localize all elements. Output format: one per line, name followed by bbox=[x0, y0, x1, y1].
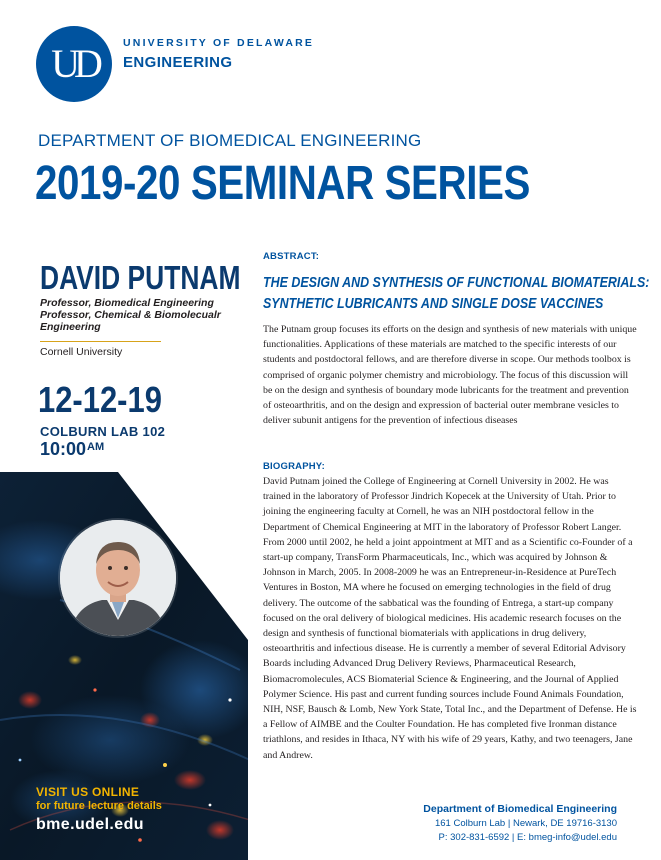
biography-label: BIOGRAPHY: bbox=[263, 461, 325, 472]
ud-logo bbox=[36, 26, 112, 102]
speaker-title-1: Professor, Biomedical Engineering bbox=[40, 297, 214, 309]
visit-heading: VISIT US ONLINE bbox=[36, 785, 140, 799]
contact-phone-email[interactable]: P: 302-831-6592 | E: bmeg-info@udel.edu bbox=[438, 832, 617, 843]
contact-address: 161 Colburn Lab | Newark, DE 19716-3130 bbox=[434, 818, 617, 829]
speaker-name: DAVID PUTNAM bbox=[40, 259, 241, 296]
department-heading: DEPARTMENT OF BIOMEDICAL ENGINEERING bbox=[38, 131, 422, 150]
speaker-institution: Cornell University bbox=[40, 346, 123, 358]
event-time bbox=[40, 439, 104, 460]
abstract-text: The Putnam group focuses its efforts on the design and synthesis of new materials with unique functionalities. Applications of these materials are matched to the specific interests of our students and postdoctoral fellows, and are therefore diverse in scope. Our methods toolbox is comprised of organic polymer chemistry and microbiology. The focus of this discussion will be on the design and synthesis of boundary mode lubricants for the treatment and prevention of osteoarthritis, and on the design and expression of bacterial outer membrane vesicles to deliver subunit antigens for the prevention of infectious diseases bbox=[263, 324, 637, 427]
university-name: UNIVERSITY OF DELAWARE bbox=[123, 37, 315, 49]
abstract-title bbox=[263, 272, 650, 314]
series-title: 2019-20 SEMINAR SERIES bbox=[35, 157, 530, 210]
divider bbox=[40, 341, 161, 342]
contact-department: Department of Biomedical Engineering bbox=[423, 803, 617, 815]
abstract-label: ABSTRACT: bbox=[263, 251, 320, 262]
logo-monogram: UD bbox=[51, 41, 97, 86]
speaker-photo bbox=[60, 520, 176, 636]
biography-text: David Putnam joined the College of Engineering at Cornell University in 2002. He was trained in the laboratory of Professor Jindrich Kopecek at the University of Utah. Prior to joining the engineering faculty at Cornell, he was an NIH postdoctoral fellow in the Department of Chemical Engineering at MIT in the laboratory of Professor Robert Langer. From 2000 until 2002, he held a joint appointment at MIT and as a Scientific co-Founder of a start-up company, TransForm Pharmaceuticals, Inc., which was acquired by Johnson & Johnson in March, 2005. In 2008-2009 he was an Entrepreneur-in-Residence at PureTech Ventures in Boston, MA where he focused on emerging technologies in the field of drug delivery. The outcome of the sabbatical was the founding of Entrega, a start-up company focused on the oral delivery of biological medicines. His academic research focuses on the design and synthesis of functional biomaterials with applications in drug delivery, osteoarthritis and infectious disease. He is currently a member of several Editorial Advisory Boards including Advanced Drug Delivery Reviews, Pharmaceutical Research, Biomacromolecules, ACS Biomaterial Science & Engineering, and the Journal of Applied Polymer Science. His past and current funding sources include Found Animals Foundation, NIH, NSF, Bausch & Lomb, New York State, Total Inc., and the Department of Defense. He is a Fellow of AIMBE and the Coulter Foundation. He has completed five Ironman distance triathlons, and resides in Ithaca, NY with his wife of 29 years, Kathy, and two teenagers, Jane and Andrew. bbox=[263, 476, 637, 761]
event-time-value: 10:00 bbox=[40, 439, 87, 459]
website-link[interactable]: bme.udel.edu bbox=[36, 816, 144, 833]
speaker-portrait bbox=[60, 520, 176, 636]
abstract-title-line-1: THE DESIGN AND SYNTHESIS OF FUNCTIONAL BIOMATERIALS: bbox=[263, 274, 650, 291]
abstract-title-line-2: SYNTHETIC LUBRICANTS AND SINGLE DOSE VACCINES bbox=[263, 295, 604, 312]
event-date: 12-12-19 bbox=[38, 379, 162, 420]
college-name: ENGINEERING bbox=[123, 54, 233, 71]
speaker-title-2: Professor, Chemical & Biomolecualr Engineering bbox=[40, 309, 221, 333]
event-venue: COLBURN LAB 102 bbox=[40, 424, 166, 439]
visit-subheading: for future lecture details bbox=[36, 800, 162, 812]
event-time-suffix: AM bbox=[87, 441, 105, 453]
